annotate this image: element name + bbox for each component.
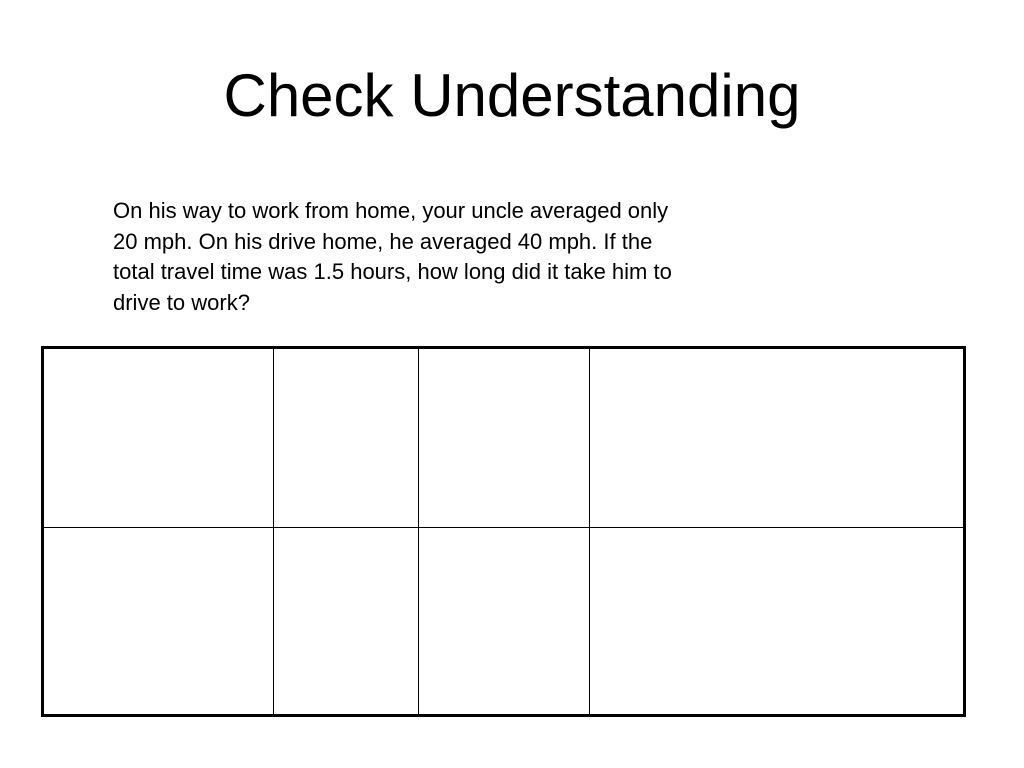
empty-work-table <box>41 346 966 717</box>
table-cell <box>274 348 419 528</box>
word-problem-text <box>113 196 783 318</box>
table-cell <box>274 528 419 716</box>
table-row <box>43 528 965 716</box>
problem-line: 20 mph. On his drive home, he averaged 40 mph. If the <box>113 228 653 254</box>
slide-title: Check Understanding <box>223 62 801 129</box>
table-cell <box>43 348 274 528</box>
table-row <box>43 348 965 528</box>
table-cell <box>419 528 590 716</box>
problem-line: On his way to work from home, your uncle averaged only <box>113 198 669 223</box>
problem-line: total travel time was 1.5 hours, how long did it take him to <box>113 259 672 284</box>
table-cell <box>43 528 274 716</box>
table-cell <box>590 528 965 716</box>
table-cell <box>590 348 965 528</box>
table-cell <box>419 348 590 528</box>
problem-line: drive to work? <box>113 289 250 315</box>
